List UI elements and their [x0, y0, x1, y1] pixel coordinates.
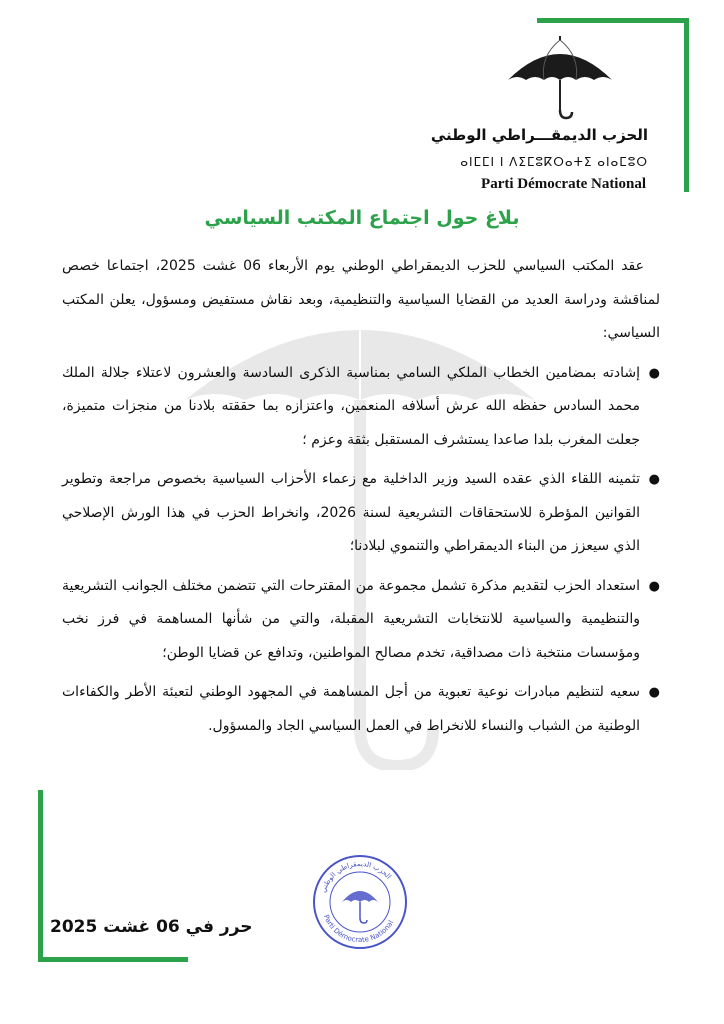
points-list [62, 357, 660, 744]
bullet-icon: ● [648, 365, 660, 381]
document-body [62, 250, 660, 749]
list-item [62, 357, 660, 458]
svg-text:الحزب الديمقراطي الوطني: الحزب الديمقراطي الوطني [319, 859, 393, 894]
point-text: تثمينه اللقاء الذي عقده السيد وزير الداخلية مع زعماء الأحزاب السياسية بخصوص مراجعة وتطوير القوانين المؤطرة للاستحقاقات التشريعية لسنة 2026، وانخراط الحزب في هذا الورش الإصلاحي الذي سيعزز من البناء الديمقراطي والتنموي لبلادنا؛ [62, 471, 640, 554]
frame-top-horizontal [537, 18, 689, 23]
point-text: إشادته بمضامين الخطاب الملكي السامي بمناسبة الذكرى السادسة والعشرون لاعتلاء جلالة الملك محمد السادس حفظه الله عرش أسلافه المنعمين، واعتزازه بما حققته بلادنا من منجزات متميزة، جعلت المغرب بلدا صاعدا يستشرف المستقبل بثقة وعزم ؛ [62, 364, 640, 448]
list-item [62, 676, 660, 743]
frame-top-vertical [684, 18, 689, 192]
bullet-icon: ● [648, 472, 660, 487]
list-item [62, 463, 660, 564]
party-seal-stamp [310, 852, 410, 952]
frame-bottom-horizontal [38, 957, 188, 962]
party-name-french: Parti Démocrate National [481, 176, 646, 192]
umbrella-logo-icon [500, 36, 620, 120]
intro-paragraph: عقد المكتب السياسي للحزب الديمقراطي الوطني يوم الأربعاء 06 غشت 2025، اجتماعا خصص لمناقشة ودراسة العديد من القضايا السياسية والتنظيمية، وبعد نقاش مستفيض ومسؤول، يعلن المكتب السياسي: [62, 258, 660, 341]
list-item [62, 570, 660, 671]
bullet-icon: ● [648, 685, 660, 700]
svg-text:Parti Démocrate National: Parti Démocrate National [321, 913, 396, 945]
frame-bottom-vertical [38, 790, 43, 962]
point-text: سعيه لتنظيم مبادرات نوعية تعبوية من أجل المساهمة في المجهود الوطني لتعبئة الأطر والكفاءات الوطنية من الشباب والنساء للانخراط في العمل السياسي الجاد والمسؤول. [62, 684, 640, 734]
point-text: استعداد الحزب لتقديم مذكرة تشمل مجموعة من المقترحات التي تتضمن مختلف الجوانب التشريعية والتنظيمية والسياسية للانتخابات التشريعية المقبلة، والتي من شأنها المساهمة في فرز نخب ومؤسسات منتخبة ذات مصداقية، تخدم مصالح المواطنين، وتدافع عن قضايا الوطن؛ [62, 577, 640, 661]
bullet-icon: ● [648, 578, 660, 594]
document-title: بلاغ حول اجتماع المكتب السياسي [204, 207, 520, 229]
party-name-tifinagh: ⴰⵏⵎⵎⵏ ⵏ ⴷⵉⵎⵓⴽⵔⴰⵜⵉ ⴰⵏⴰⵎⵓⵔ [460, 155, 648, 169]
signature-date: حرر في 06 غشت 2025 [50, 917, 253, 937]
party-name-arabic: الحزب الديمقـــراطي الوطني [430, 126, 648, 144]
